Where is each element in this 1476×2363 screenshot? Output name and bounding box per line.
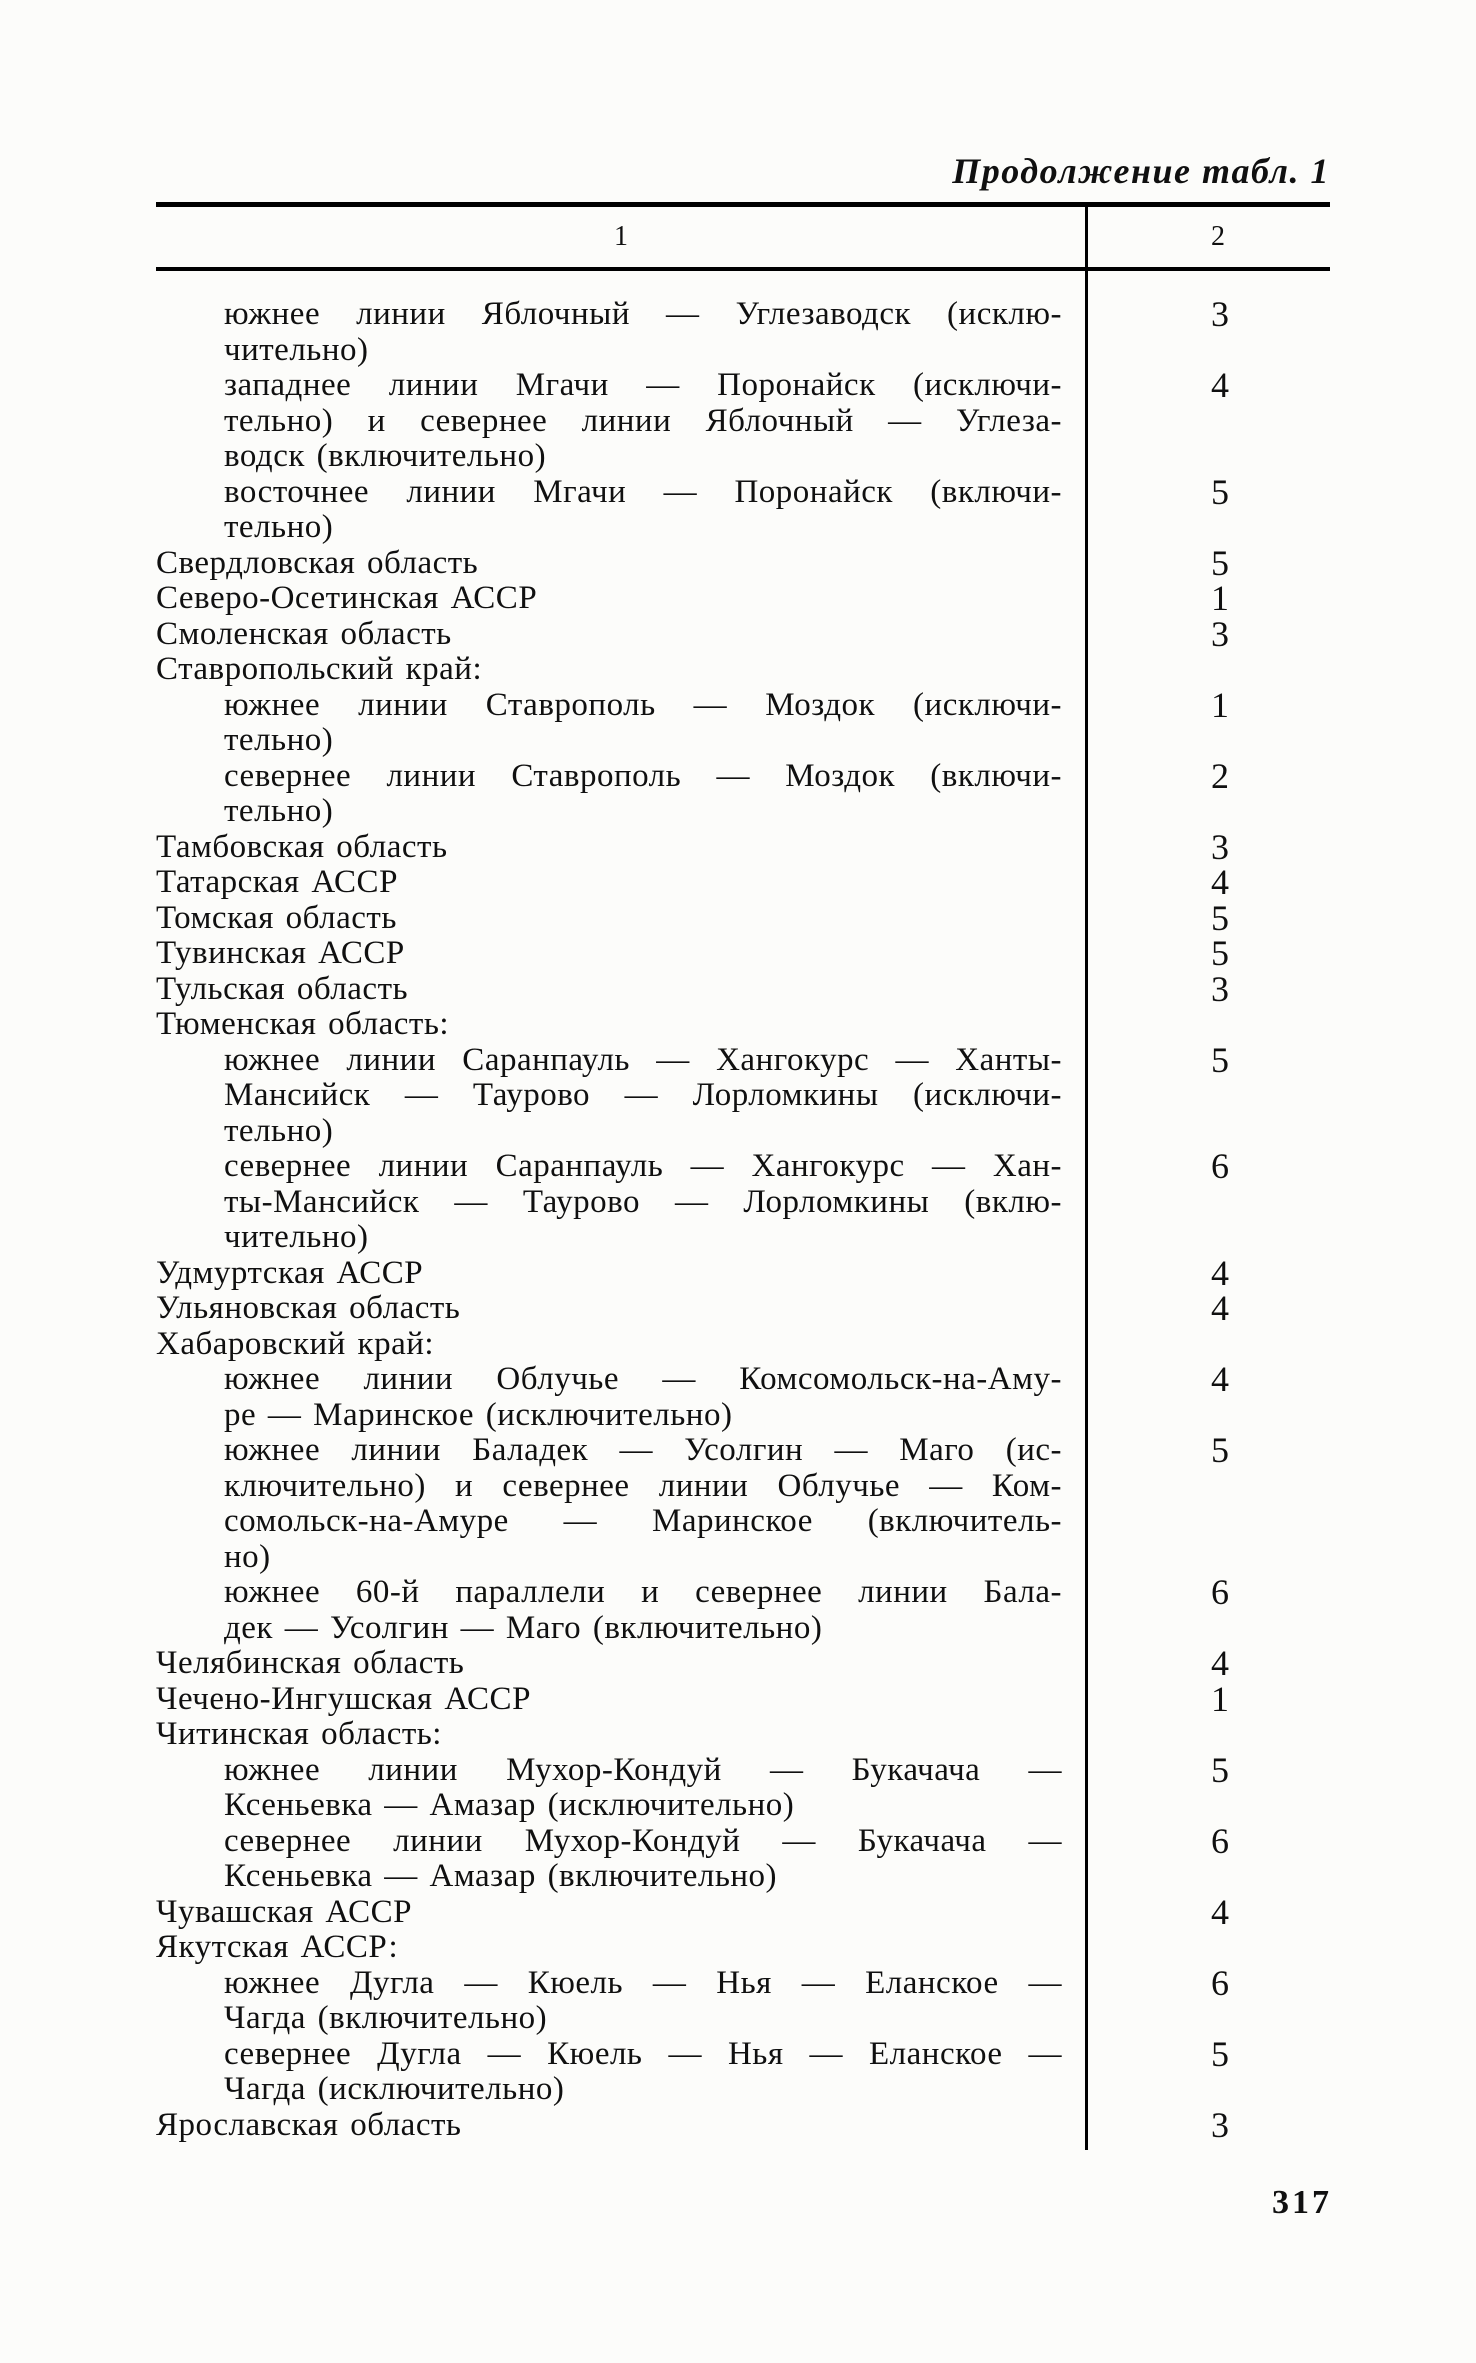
- row-value: 4: [1211, 1252, 1229, 1293]
- row-label-line: Северо-Осетинская АССР: [156, 580, 538, 616]
- row-label-line: севернее Дугла — Кюель — Нья — Еланское —: [224, 2035, 1062, 2072]
- row-label-line: Татарская АССР: [156, 864, 398, 900]
- table-row-region: [156, 1327, 1330, 1363]
- row-label: [156, 1895, 1086, 1931]
- row-value: 5: [1211, 1749, 1229, 1790]
- row-label: [156, 297, 1086, 368]
- row-label-line: Чувашская АССР: [156, 1893, 412, 1930]
- row-label-line: Свердловская область: [156, 544, 479, 581]
- table-row-region: [156, 1717, 1330, 1753]
- table-row-sub-entry: [156, 471, 1330, 546]
- row-label: [156, 368, 1086, 475]
- table-row-region: [156, 862, 1330, 902]
- row-label-line: водск (включительно): [224, 438, 547, 474]
- row-label-line: но): [224, 1538, 271, 1575]
- row-label-line: Ярославская область: [156, 2106, 462, 2143]
- table-row-sub-entry: [156, 365, 1330, 475]
- row-label: [156, 1433, 1086, 1575]
- table-row-region: [156, 1643, 1330, 1683]
- table-row-sub-entry: [156, 294, 1330, 368]
- row-label-line: Смоленская область: [156, 615, 452, 652]
- row-label-line: ты-Мансийск — Таурово — Лорломкины (вклю-: [224, 1183, 1062, 1220]
- row-value: 4: [1211, 1288, 1229, 1328]
- row-label-line: южнее линии Облучье — Комсомольск-на-Аму-: [224, 1361, 1062, 1397]
- row-label-line: Ставропольский край:: [156, 651, 483, 687]
- table-row-region: [156, 933, 1330, 973]
- row-value: 3: [1211, 2104, 1229, 2145]
- table-row-sub-entry: [156, 1962, 1330, 2037]
- row-value: 4: [1211, 1359, 1229, 1399]
- row-value: 2: [1211, 755, 1229, 796]
- row-value: 3: [1211, 968, 1229, 1009]
- table-row-region: [156, 652, 1330, 688]
- table-row-sub-entry: [156, 2033, 1330, 2108]
- table-row-sub-entry: [156, 1039, 1330, 1150]
- row-label-line: тельно): [224, 509, 334, 545]
- row-value: 6: [1211, 1962, 1229, 2003]
- row-label-line: Ксеньевка — Амазар (включительно): [224, 1858, 778, 1894]
- table-row-region: [156, 897, 1330, 938]
- row-label-line: южнее линии Мухор-Кондуй — Букачача —: [224, 1751, 1062, 1788]
- row-label-line: тельно): [224, 722, 334, 758]
- row-label-line: Ксеньевка — Амазар (исключительно): [224, 1787, 795, 1823]
- row-label-line: Тюменская область:: [156, 1006, 450, 1042]
- row-label-line: южнее линии Баладек — Усолгин — Маго (ис-: [224, 1432, 1062, 1468]
- row-value: 6: [1211, 1820, 1229, 1861]
- page-number: 317: [1272, 2184, 1332, 2221]
- row-label-line: Тульская область: [156, 970, 409, 1007]
- table-row-sub-entry: [156, 1572, 1330, 1646]
- row-value: 3: [1211, 613, 1229, 654]
- column-header-1: 1: [614, 221, 628, 252]
- table-row-region: [156, 1678, 1330, 1719]
- row-label: [156, 617, 1086, 653]
- row-label: [156, 652, 1086, 688]
- row-value: 1: [1211, 578, 1229, 618]
- table-row-sub-entry: [156, 755, 1330, 830]
- table-row-region: [156, 1007, 1330, 1043]
- row-label: [156, 1966, 1086, 2037]
- row-label: [156, 475, 1086, 546]
- row-label: [156, 1930, 1086, 1966]
- row-label-line: Ульяновская область: [156, 1290, 461, 1326]
- row-label-line: сомольск-на-Амуре — Маринское (включитель-: [224, 1503, 1062, 1539]
- row-label: [156, 1682, 1086, 1718]
- row-label: [156, 830, 1086, 866]
- table-row-region: [156, 2104, 1330, 2145]
- row-value: 3: [1211, 294, 1229, 334]
- row-label-line: Чагда (включительно): [224, 2000, 548, 2036]
- row-label: [156, 1043, 1086, 1150]
- row-value: 3: [1211, 826, 1229, 867]
- table: [156, 202, 1330, 2143]
- row-label-line: южнее линии Саранпауль — Хангокурс — Ханты-: [224, 1041, 1062, 1078]
- row-label-line: Чечено-Ингушская АССР: [156, 1680, 531, 1717]
- row-value: 4: [1211, 365, 1229, 405]
- table-body: [156, 271, 1330, 2143]
- table-row-region: [156, 1891, 1330, 1932]
- row-label-line: Удмуртская АССР: [156, 1254, 424, 1291]
- table-row-sub-entry: [156, 1359, 1330, 1433]
- row-label-line: южнее линии Яблочный — Углезаводск (исклю-: [224, 296, 1062, 332]
- table-row-sub-entry: [156, 684, 1330, 759]
- row-label-line: Якутская АССР:: [156, 1929, 399, 1965]
- row-value: 5: [1211, 542, 1229, 583]
- row-label-line: западнее линии Мгачи — Поронайск (исключи-: [224, 367, 1062, 403]
- row-value: 1: [1211, 1678, 1229, 1719]
- row-label-line: чительно): [224, 1219, 369, 1255]
- row-label-line: Чагда (исключительно): [224, 2071, 565, 2107]
- row-value: 1: [1211, 684, 1229, 725]
- row-label: [156, 688, 1086, 759]
- table-row-region: [156, 578, 1330, 618]
- table-row-region: [156, 1930, 1330, 1966]
- row-label: [156, 581, 1086, 617]
- row-value: 6: [1211, 1146, 1229, 1186]
- row-value: 4: [1211, 1643, 1229, 1683]
- row-label-line: Мансийск — Таурово — Лорломкины (исключи-: [224, 1077, 1062, 1113]
- row-label: [156, 2108, 1086, 2144]
- row-label: [156, 1717, 1086, 1753]
- row-label-line: севернее линии Саранпауль — Хангокурс — Хан-: [224, 1148, 1062, 1184]
- row-label: [156, 1007, 1086, 1043]
- column-header-2: 2: [1211, 221, 1225, 252]
- row-label: [156, 1327, 1086, 1363]
- row-label-line: тельно): [224, 793, 334, 829]
- row-label-line: севернее линии Ставрополь — Моздок (включи-: [224, 757, 1062, 794]
- row-label-line: Читинская область:: [156, 1716, 442, 1752]
- row-label: [156, 1256, 1086, 1292]
- table-row-region: [156, 613, 1330, 654]
- row-value: 5: [1211, 897, 1229, 938]
- row-label-line: Тувинская АССР: [156, 935, 405, 971]
- row-label-line: Тамбовская область: [156, 828, 448, 865]
- table-header-row: [156, 207, 1330, 267]
- row-label: [156, 972, 1086, 1008]
- row-value: 5: [1211, 933, 1229, 973]
- row-label: [156, 1149, 1086, 1256]
- row-label: [156, 865, 1086, 901]
- row-label-line: Томская область: [156, 899, 397, 936]
- table-row-sub-entry: [156, 1820, 1330, 1895]
- row-label-line: чительно): [224, 331, 369, 368]
- row-label-line: ключительно) и севернее линии Облучье — Ком-: [224, 1467, 1062, 1504]
- row-label: [156, 1646, 1086, 1682]
- row-label: [156, 546, 1086, 582]
- row-value: 5: [1211, 1039, 1229, 1080]
- row-label-line: севернее линии Мухор-Кондуй — Букачача —: [224, 1822, 1062, 1859]
- row-label-line: дек — Усолгин — Маго (включительно): [224, 1609, 823, 1646]
- row-label: [156, 759, 1086, 830]
- table-row-region: [156, 542, 1330, 583]
- row-value: 5: [1211, 1430, 1229, 1470]
- row-label: [156, 1824, 1086, 1895]
- table-row-sub-entry: [156, 1146, 1330, 1256]
- row-label-line: Хабаровский край:: [156, 1325, 435, 1362]
- table-continuation-caption: Продолжение табл. 1: [952, 151, 1330, 191]
- row-label-line: южнее 60-й параллели и севернее линии Бала-: [224, 1574, 1062, 1610]
- row-label: [156, 1753, 1086, 1824]
- row-label-line: южнее линии Ставрополь — Моздок (исключи-: [224, 686, 1062, 723]
- row-label-line: Челябинская область: [156, 1645, 465, 1681]
- row-label-line: восточнее линии Мгачи — Поронайск (включи-: [224, 473, 1062, 510]
- table-row-sub-entry: [156, 1430, 1330, 1575]
- table-row-region: [156, 1252, 1330, 1293]
- row-label: [156, 1575, 1086, 1646]
- row-label-line: ре — Маринское (исключительно): [224, 1396, 733, 1433]
- row-value: 6: [1211, 1572, 1229, 1612]
- row-label-line: тельно): [224, 1112, 334, 1149]
- column-divider-line: [1085, 202, 1088, 2150]
- row-label: [156, 936, 1086, 972]
- row-label: [156, 1362, 1086, 1433]
- row-value: 5: [1211, 471, 1229, 512]
- row-value: 5: [1211, 2033, 1229, 2074]
- row-label: [156, 2037, 1086, 2108]
- row-value: 4: [1211, 1891, 1229, 1932]
- row-label-line: тельно) и севернее линии Яблочный — Углеза-: [224, 402, 1062, 439]
- table-row-region: [156, 968, 1330, 1009]
- row-label-line: южнее Дугла — Кюель — Нья — Еланское —: [224, 1964, 1062, 2001]
- table-row-region: [156, 826, 1330, 867]
- table-row-sub-entry: [156, 1749, 1330, 1824]
- row-value: 4: [1211, 862, 1229, 902]
- row-label: [156, 1291, 1086, 1327]
- table-row-region: [156, 1288, 1330, 1328]
- row-label: [156, 901, 1086, 937]
